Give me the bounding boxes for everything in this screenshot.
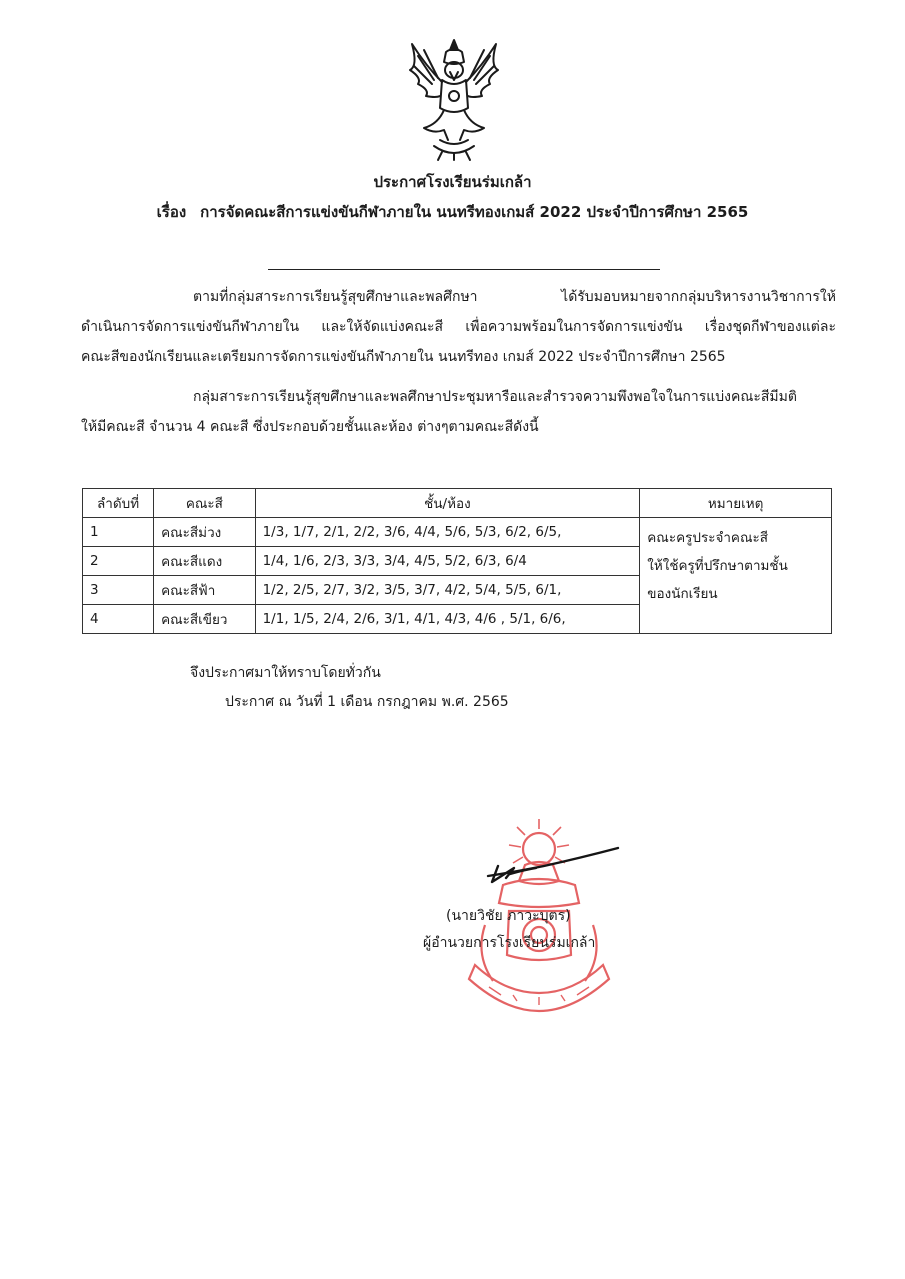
paragraph-resolution (81, 382, 836, 442)
remark-line: ของนักเรียน (647, 586, 718, 602)
paragraph-line: กลุ่มสาระการเรียนรู้สุขศึกษาและพลศึกษาประชุมหารือและสำรวจความพึงพอใจในการแบ่งคณะสีมีมติ (193, 389, 797, 405)
cell-team: คณะสีฟ้า (154, 576, 255, 605)
cell-team: คณะสีเขียว (154, 605, 255, 634)
cell-order: 2 (83, 547, 154, 576)
cell-classes: 1/1, 1/5, 2/4, 2/6, 3/1, 4/1, 4/3, 4/6 , 5/1, 6/6, (255, 605, 640, 634)
remark-line: คณะครูประจำคณะสี (647, 530, 768, 546)
cell-order: 1 (83, 518, 154, 547)
cell-order: 4 (83, 605, 154, 634)
announcement-date: ประกาศ ณ วันที่ 1 เดือน กรกฎาคม พ.ศ. 2565 (225, 694, 509, 710)
paragraph-line: ตามที่กลุ่มสาระการเรียนรู้สุขศึกษาและพลศึกษา ได้รับมอบหมายจากกลุ่มบริหารงานวิชาการให้ (193, 289, 836, 305)
header-order: ลำดับที่ (83, 489, 154, 518)
cell-classes: 1/3, 1/7, 2/1, 2/2, 3/6, 4/4, 5/6, 5/3, 6/2, 6/5, (255, 518, 640, 547)
color-team-table (82, 488, 832, 634)
table-header-row (83, 489, 832, 518)
cell-team: คณะสีม่วง (154, 518, 255, 547)
cell-order: 3 (83, 576, 154, 605)
header-team: คณะสี (154, 489, 255, 518)
paragraph-line: ดำเนินการจัดการแข่งขันกีฬาภายใน และให้จัดแบ่งคณะสี เพื่อความพร้อมในการจัดการแข่งขัน เรื่องชุดกีฬาของแต่ละ (81, 319, 836, 335)
closing-statement: จึงประกาศมาให้ทราบโดยทั่วกัน (190, 665, 381, 681)
cell-remark (640, 518, 832, 634)
remark-line: ให้ใช้ครูที่ปรึกษาตามชั้น (647, 558, 788, 574)
signer-name: (นายวิชัย ภาวะบุตร) (446, 908, 571, 924)
handwritten-signature-icon (484, 838, 624, 888)
paragraph-background (81, 282, 836, 372)
header-classes: ชั้น/ห้อง (255, 489, 640, 518)
paragraph-line: ให้มีคณะสี จำนวน 4 คณะสี ซึ่งประกอบด้วยชั้นและห้อง ต่างๆตามคณะสีดังนี้ (81, 419, 539, 435)
header-remark: หมายเหตุ (640, 489, 832, 518)
garuda-emblem-icon (404, 36, 504, 162)
document-title: ประกาศโรงเรียนร่มเกล้า (373, 173, 532, 191)
signer-position: ผู้อำนวยการโรงเรียนร่มเกล้า (423, 935, 596, 951)
cell-classes: 1/4, 1/6, 2/3, 3/3, 3/4, 4/5, 5/2, 6/3, 6/4 (255, 547, 640, 576)
paragraph-line: คณะสีของนักเรียนและเตรียมการจัดการแข่งขันกีฬาภายใน นนทรีทอง เกมส์ 2022 ประจำปีการศึกษา 2565 (81, 349, 726, 365)
subject-text: การจัดคณะสีการแข่งขันกีฬาภายใน นนทรีทองเกมส์ 2022 ประจำปีการศึกษา 2565 (200, 203, 749, 221)
table-row (83, 518, 832, 547)
title-divider (268, 269, 660, 270)
cell-team: คณะสีแดง (154, 547, 255, 576)
document-subject (0, 200, 905, 224)
subject-label: เรื่อง (156, 203, 187, 221)
cell-classes: 1/2, 2/5, 2/7, 3/2, 3/5, 3/7, 4/2, 5/4, 5/5, 6/1, (255, 576, 640, 605)
